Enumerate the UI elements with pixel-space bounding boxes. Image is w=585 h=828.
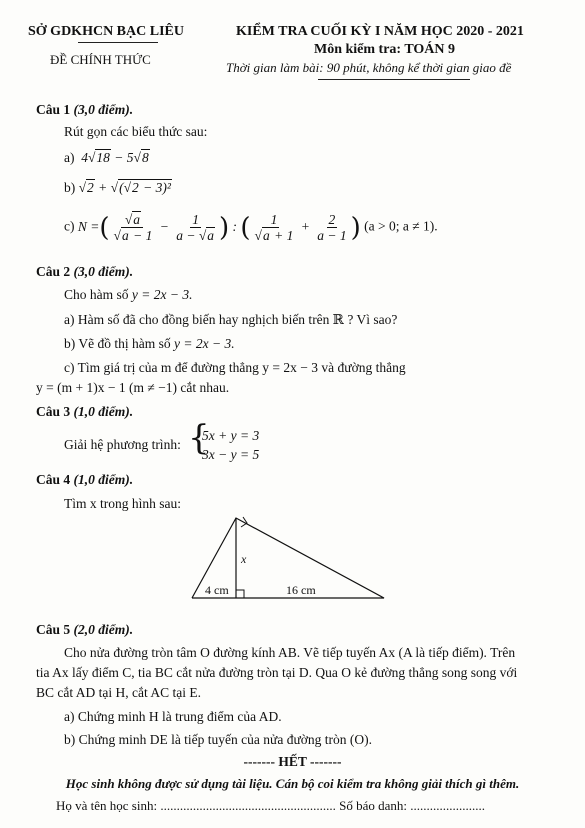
q2-intro-expression: y = 2x − 3. [131,287,193,302]
q5-label: Câu 5 [36,622,71,637]
q3-brace: { [188,418,210,458]
q2-part-a: a) Hàm số đã cho đồng biến hay nghịch biến trên ℝ ? Vì sao? [64,312,398,327]
q1-b-label: b) [64,180,76,195]
q1-c-condition: (a > 0; a ≠ 1). [364,218,438,234]
footer-note: Học sinh không được sử dụng tài liệu. Cán bộ coi kiểm tra không giải thích gì thêm. [65,776,520,791]
end-marker: ------- HẾT ------- [243,754,342,769]
q3-equation-1: 5x + y = 3 [202,428,260,443]
department-name: SỞ GDKHCN BẠC LIÊU [28,24,184,39]
q2-points: (3,0 điểm). [73,264,134,279]
q3-points: (1,0 điểm). [73,404,134,419]
q4-prompt: Tìm x trong hình sau: [64,496,181,511]
q3-prompt: Giải hệ phương trình: [64,437,181,452]
right-angle-mark-foot [236,590,244,598]
q5-part-a: a) Chứng minh H là trung điểm của AD. [64,709,282,724]
official-label: ĐỀ CHÍNH THỨC [50,52,151,67]
q2-part-c-line1: c) Tìm giá trị của m để đường thẳng y = 2x − 3 và đường thẳng [64,360,406,375]
q5-line-2: tia Ax lấy điểm C, tia BC cắt nửa đường tròn tại D. Qua O kẻ đường thẳng song song với [36,665,518,680]
q1-c-label: c) [64,218,75,234]
q2-b-expression: y = 2x − 3. [174,336,235,351]
q1-c-expression: N =( $\frac{√a}{√a - 1}$ − $\frac{1}{a - √a}$ ) : ( $\frac{1}{√a + 1}$ + $\frac{2}{a - 1}$ ) [77,212,361,243]
exam-subject: Môn kiểm tra: TOÁN 9 [314,42,456,57]
q1-label: Câu 1 [36,102,71,117]
q2-part-c-line2: y = (m + 1)x − 1 (m ≠ −1) cắt nhau. [36,380,230,395]
q1-b-expression: √2 + √(√2 − 3)² [78,180,171,195]
figure-label-left: 4 cm [205,583,229,597]
figure-label-right: 16 cm [286,583,316,597]
q2-intro-text: Cho hàm số [64,287,129,302]
q3-label: Câu 3 [36,404,71,419]
q1-prompt: Rút gọn các biểu thức sau: [64,124,208,139]
q5-points: (2,0 điểm). [73,622,134,637]
q1-a-expression: 4√18 − 5√8 [77,150,149,165]
q2-b-text: b) Vẽ đồ thị hàm số [64,336,171,351]
figure-label-x: x [241,552,247,566]
exam-time: Thời gian làm bài: 90 phút, không kể thời gian giao đề [226,60,512,75]
q4-points: (1,0 điểm). [73,472,134,487]
q3-equation-2: 3x − y = 5 [202,447,260,462]
q5-line-1: Cho nửa đường tròn tâm O đường kính AB. Vẽ tiếp tuyến Ax (A là tiếp điểm). Trên [64,645,516,660]
q4-label: Câu 4 [36,472,71,487]
q1-points: (3,0 điểm). [73,102,134,117]
q2-label: Câu 2 [36,264,71,279]
q5-part-b: b) Chứng minh DE là tiếp tuyến của nửa đường tròn (O). [64,732,373,747]
q5-heading [36,622,133,638]
exam-title: KIỂM TRA CUỐI KỲ I NĂM HỌC 2020 - 2021 [236,24,524,39]
q1-a-label: a) [64,150,75,165]
student-info-line: Họ và tên học sinh: ...................................................... Số báo danh: ....................... [56,798,485,813]
q5-line-3: BC cắt AD tại H, cắt AC tại E. [36,685,201,700]
